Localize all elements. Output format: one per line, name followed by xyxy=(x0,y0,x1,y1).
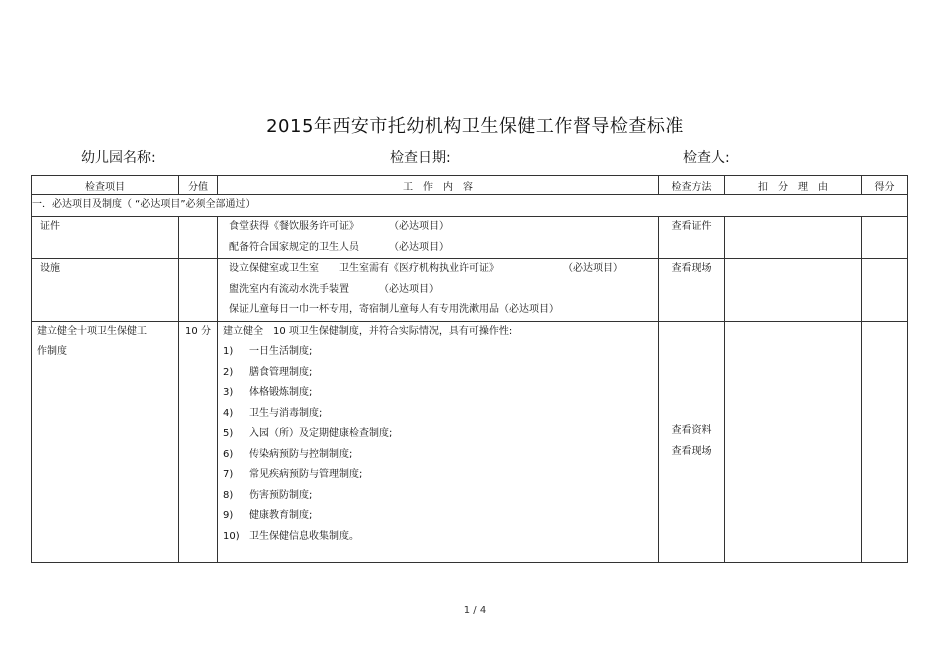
kindergarten-name-label: 幼儿园名称: xyxy=(81,150,156,166)
header-content: 工 作 内 容 xyxy=(218,176,659,195)
table-row xyxy=(32,259,908,322)
list-text: 伤害预防制度; xyxy=(249,489,313,501)
item-label: 建立健全十项卫生保健工 xyxy=(37,325,147,337)
points-cell xyxy=(862,259,908,322)
score-cell xyxy=(179,321,218,563)
list-text: 卫生保健信息收集制度。 xyxy=(249,530,359,542)
item-label: 证件 xyxy=(40,221,60,232)
content-text: 设立保健室或卫生室 卫生室需有《医疗机构执业许可证》 xyxy=(229,263,499,274)
table-header-row xyxy=(32,176,908,195)
required-tag: （必达项目） xyxy=(563,263,623,274)
score-cell xyxy=(179,217,218,259)
list-text: 健康教育制度; xyxy=(249,510,313,521)
score-value xyxy=(179,259,217,280)
list-number: 2) xyxy=(223,366,234,378)
points-cell xyxy=(862,217,908,259)
inspector-label: 检查人: xyxy=(683,150,730,166)
method-text: 查看现场 xyxy=(671,263,712,274)
content-line xyxy=(229,300,658,321)
content-cell xyxy=(218,259,659,322)
list-item xyxy=(223,383,658,404)
list-item xyxy=(223,506,658,527)
list-item xyxy=(223,527,658,548)
content-text: 盥洗室内有流动水洗手装置 xyxy=(229,283,349,295)
list-text: 体格锻炼制度; xyxy=(249,387,313,398)
section-heading: 一．必达项目及制度（ “必达项目”必须全部通过） xyxy=(32,195,908,217)
required-tag: （必达项目） xyxy=(389,221,449,232)
deduction-cell xyxy=(725,259,862,322)
list-text: 一日生活制度; xyxy=(249,346,313,357)
list-number: 9) xyxy=(223,510,234,521)
item-cell xyxy=(32,217,179,259)
list-item xyxy=(223,342,658,363)
deduction-cell xyxy=(725,217,862,259)
item-cell xyxy=(32,259,179,322)
inspection-standard-table xyxy=(31,175,908,563)
list-text: 常见疾病预防与管理制度; xyxy=(249,469,363,480)
content-line xyxy=(229,217,658,238)
list-item xyxy=(223,363,658,384)
header-deduction-reason: 扣 分 理 由 xyxy=(725,176,862,195)
list-text: 传染病预防与控制制度; xyxy=(249,448,353,460)
deduction-cell xyxy=(725,321,862,563)
list-number: 8) xyxy=(223,489,234,501)
content-line xyxy=(229,238,658,259)
page-title: 2015年西安市托幼机构卫生保健工作督导检查标准 xyxy=(266,116,684,137)
points-cell xyxy=(862,321,908,563)
method-text: 查看证件 xyxy=(671,221,712,232)
table-row xyxy=(32,321,908,563)
method-text-2: 查看现场 xyxy=(671,445,712,457)
list-text: 卫生与消毒制度; xyxy=(249,407,323,419)
section-heading-row xyxy=(32,195,908,217)
content-text: 配备符合国家规定的卫生人员 xyxy=(229,241,359,253)
page-indicator: 1 / 4 xyxy=(463,605,487,616)
item-label-continued: 作制度 xyxy=(37,346,67,357)
list-number: 10) xyxy=(223,530,240,542)
score-cell xyxy=(179,259,218,322)
content-line xyxy=(229,280,658,301)
list-number: 4) xyxy=(223,407,234,419)
header-points: 得分 xyxy=(862,176,908,195)
list-number: 5) xyxy=(223,428,234,439)
list-item xyxy=(223,445,658,466)
score-value xyxy=(179,217,217,238)
content-intro: 建立健全 10 项卫生保健制度，并符合实际情况，具有可操作性: xyxy=(223,325,513,337)
score-value: 10 分 xyxy=(185,325,211,337)
content-line xyxy=(229,259,658,280)
item-label: 设施 xyxy=(40,263,60,274)
method-text: 查看资料 xyxy=(671,425,712,437)
list-number: 7) xyxy=(223,469,234,480)
header-item: 检查项目 xyxy=(32,176,179,195)
item-cell xyxy=(32,321,179,563)
method-cell xyxy=(659,217,725,259)
list-item xyxy=(223,404,658,425)
list-item xyxy=(223,424,658,445)
content-cell xyxy=(218,321,659,563)
list-number: 6) xyxy=(223,448,234,460)
header-method: 检查方法 xyxy=(659,176,725,195)
inspection-date-label: 检查日期: xyxy=(390,150,451,166)
list-item xyxy=(223,486,658,507)
table-row xyxy=(32,217,908,259)
list-number: 1) xyxy=(223,346,234,357)
header-score: 分值 xyxy=(179,176,218,195)
required-tag: （必达项目） xyxy=(389,241,449,253)
method-cell xyxy=(659,321,725,563)
content-text: 食堂获得《餐饮服务许可证》 xyxy=(229,221,359,232)
list-text: 膳食管理制度; xyxy=(249,366,313,378)
list-number: 3) xyxy=(223,387,234,398)
list-item xyxy=(223,465,658,486)
content-cell xyxy=(218,217,659,259)
content-text: 保证儿童每日一巾一杯专用，寄宿制儿童每人有专用洗漱用品（必达项目） xyxy=(229,304,559,315)
required-tag: （必达项目） xyxy=(379,283,439,295)
list-text: 入园（所）及定期健康检查制度; xyxy=(249,428,393,439)
method-cell xyxy=(659,259,725,322)
